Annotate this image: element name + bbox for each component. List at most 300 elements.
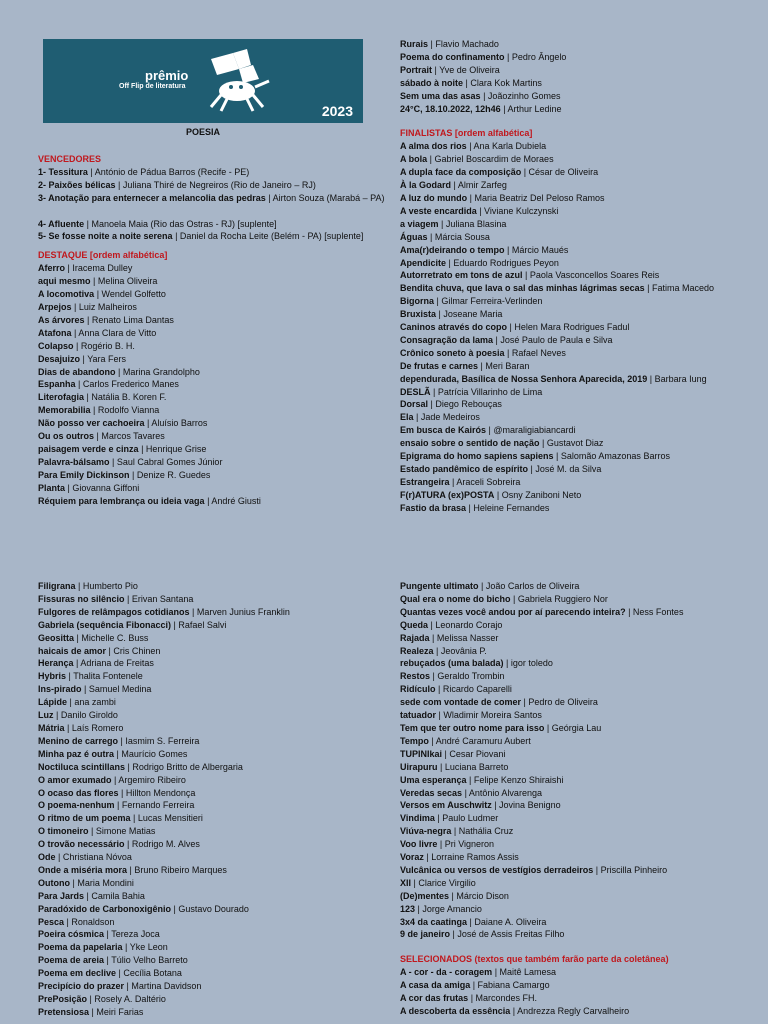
- crab-logo-icon: [203, 47, 273, 113]
- author-name: Clara Kok Martins: [470, 77, 542, 88]
- separator: |: [427, 154, 435, 165]
- author-name: Gustavo Dourado: [178, 903, 249, 914]
- separator: |: [73, 658, 81, 669]
- poem-title: Águas: [400, 231, 428, 242]
- separator: |: [124, 981, 132, 992]
- author-name: Salomão Amazonas Barros: [560, 451, 670, 462]
- poem-title: Crônico soneto à poesia: [400, 347, 505, 358]
- separator: |: [428, 399, 436, 410]
- author-name: Adriana de Freitas: [80, 658, 154, 669]
- separator: |: [449, 476, 457, 487]
- section-title-poesia: POESIA: [185, 127, 220, 137]
- separator: |: [625, 606, 633, 617]
- poem-title: Lápide: [38, 697, 68, 708]
- poem-title: O trovão necessário: [38, 839, 125, 850]
- separator: |: [478, 581, 486, 591]
- poem-title: Pretensiosa: [38, 1006, 90, 1017]
- entry-row: [38, 632, 368, 645]
- poem-title: 5- Se fosse noite a noite serena: [38, 231, 173, 242]
- poem-title: A cor das frutas: [400, 993, 469, 1004]
- separator: |: [433, 645, 441, 656]
- entry-row: [38, 179, 368, 192]
- separator: |: [647, 373, 655, 384]
- author-name: Andrezza Regly Carvalheiro: [517, 1006, 630, 1016]
- author-name: Gabriel Boscardim de Moraes: [434, 154, 554, 165]
- section-title-selecionados: SELECIONADOS (textos que também farão parte da coletânea): [400, 954, 669, 965]
- entry-row: [400, 787, 760, 800]
- entry-row: [38, 495, 368, 508]
- author-name: Rodrigo Britto de Albergaria: [132, 761, 243, 772]
- poem-title: O poema-nenhum: [38, 800, 115, 811]
- separator: |: [553, 451, 561, 462]
- poem-title: Estrangeira: [400, 476, 450, 487]
- poem-title: Outono: [38, 877, 70, 888]
- author-name: José Paulo de Paula e Silva: [500, 334, 613, 345]
- author-name: Luiz Malheiros: [78, 301, 137, 312]
- author-name: Aluísio Barros: [151, 418, 208, 429]
- author-name: Samuel Medina: [88, 684, 152, 695]
- entry-row: [38, 417, 368, 430]
- poem-title: Pesca: [38, 916, 65, 927]
- entry-row: [400, 373, 760, 386]
- poem-title: a viagem: [400, 218, 439, 229]
- poem-title: Herança: [38, 658, 74, 669]
- entry-row: [38, 580, 368, 593]
- separator: |: [84, 890, 92, 901]
- separator: |: [125, 761, 133, 772]
- separator: |: [71, 327, 79, 338]
- poem-title: Qual era o nome do bicho: [400, 593, 511, 604]
- entry-row: [400, 825, 760, 838]
- entry-row: [38, 838, 368, 851]
- author-name: Tereza Joca: [111, 929, 160, 940]
- entry-row: [400, 347, 760, 360]
- entry-row: [38, 353, 368, 366]
- entry-row: [400, 244, 760, 257]
- separator: |: [466, 502, 474, 513]
- entry-row: [400, 51, 760, 64]
- entry-row: [38, 735, 368, 748]
- poem-title: Poema de areia: [38, 955, 105, 966]
- poem-title: Voraz: [400, 852, 424, 863]
- separator: |: [73, 340, 81, 351]
- poem-title: 24°C, 18.10.2022, 12h46: [400, 103, 501, 114]
- author-name: Melissa Nasser: [436, 632, 499, 643]
- author-name: Gabriela Ruggiero Nor: [517, 593, 608, 604]
- poem-title: Pungente ultimato: [400, 581, 479, 591]
- separator: |: [449, 890, 457, 901]
- poem-title: Noctiluca scintillans: [38, 761, 126, 772]
- separator: |: [118, 787, 126, 798]
- separator: |: [172, 231, 180, 242]
- poem-title: Minha paz é outra: [38, 748, 115, 759]
- poem-title: Réquiem para lembrança ou ideia vaga: [38, 495, 205, 506]
- author-name: Bruno Ribeiro Marques: [134, 864, 227, 875]
- author-name: Melina Oliveira: [97, 276, 158, 287]
- author-name: Joseane Maria: [443, 309, 503, 320]
- author-name: Rosely A. Daltério: [94, 994, 166, 1004]
- poem-title: À la Godard: [400, 180, 452, 191]
- separator: |: [411, 877, 419, 888]
- poem-title: Sem uma das asas: [400, 90, 481, 101]
- separator: |: [88, 826, 96, 837]
- author-name: Iracema Dulley: [72, 263, 133, 274]
- author-name: Lorraine Ramos Assis: [431, 852, 519, 863]
- poem-title: Fissuras no silêncio: [38, 593, 125, 604]
- entry-row: [400, 282, 760, 295]
- separator: |: [522, 270, 530, 281]
- entry-row: [38, 366, 368, 379]
- entry-row: [400, 153, 760, 166]
- poem-title: 3- Anotação para enternecer a melancolia das pedras: [38, 192, 266, 203]
- author-name: Felipe Kenzo Shiraishi: [473, 774, 564, 785]
- poem-title: Memorabilia: [38, 405, 91, 416]
- poem-title: XII: [400, 877, 412, 888]
- author-name: Meiri Farias: [96, 1006, 144, 1017]
- entry-row: [38, 593, 368, 606]
- entry-row: [38, 709, 368, 722]
- author-name: Rafael Salvi: [178, 619, 227, 630]
- separator: |: [432, 64, 440, 75]
- entry-row: [400, 761, 760, 774]
- entry-row: [400, 748, 760, 761]
- separator: |: [415, 903, 423, 914]
- separator: |: [510, 593, 518, 604]
- poem-title: Apendicite: [400, 257, 447, 268]
- entry-row: [400, 192, 760, 205]
- entry-row: [400, 103, 760, 116]
- separator: |: [539, 438, 547, 449]
- poem-title: (De)mentes: [400, 890, 450, 901]
- author-name: Carlos Frederico Manes: [82, 379, 179, 390]
- poem-title: Tem que ter outro nome para isso: [400, 722, 545, 733]
- entry-row: [400, 166, 760, 179]
- poem-title: Não posso ver cachoeira: [38, 418, 145, 429]
- poem-title: A alma dos rios: [400, 141, 467, 152]
- author-name: Denize R. Guedes: [136, 469, 211, 480]
- author-name: Diego Rebouças: [435, 399, 502, 410]
- poem-title: Ela: [400, 412, 414, 423]
- author-name: Barbara Iung: [654, 373, 707, 384]
- entry-row: [400, 64, 760, 77]
- entry-row: [38, 748, 368, 761]
- separator: |: [114, 748, 122, 759]
- author-name: Nathália Cruz: [458, 826, 514, 837]
- poem-title: A luz do mundo: [400, 192, 468, 203]
- author-name: Meri Baran: [485, 360, 530, 371]
- author-name: @maraligiabiancardi: [493, 425, 576, 436]
- entry-row: [38, 456, 368, 469]
- author-name: Antônio Alvarenga: [468, 787, 542, 798]
- banner-word-premio: prêmio: [145, 68, 189, 83]
- poem-title: Estado pandêmico de espírito: [400, 464, 529, 474]
- separator: |: [171, 903, 179, 914]
- poem-title: De frutas e carnes: [400, 360, 479, 371]
- separator: |: [115, 179, 123, 190]
- column-left-top: [38, 126, 385, 507]
- poem-title: Queda: [400, 619, 429, 630]
- entry-row: [400, 231, 760, 244]
- entry-row: [38, 774, 368, 787]
- entry-row: [38, 288, 368, 301]
- author-name: Manoela Maia (Rio das Ostras - RJ) [suplente]: [91, 218, 277, 229]
- separator: |: [106, 645, 114, 656]
- author-name: Luciana Barreto: [444, 761, 509, 772]
- poem-title: Bendita chuva, que lava o sal das minhas lágrimas secas: [400, 283, 645, 294]
- entry-row: [38, 469, 368, 482]
- separator: |: [427, 231, 435, 242]
- author-name: Thalita Fontenele: [73, 671, 143, 682]
- entry-row: [400, 437, 760, 450]
- separator: |: [521, 167, 529, 178]
- poem-title: Para Emily Dickinson: [38, 469, 130, 480]
- entry-row: [400, 619, 760, 632]
- entry-row: [38, 787, 368, 800]
- entry-row: [400, 77, 760, 90]
- entry-row: [400, 218, 760, 231]
- separator: |: [491, 800, 500, 811]
- separator: |: [124, 839, 132, 850]
- separator: |: [507, 322, 515, 333]
- separator: |: [436, 309, 444, 320]
- separator: |: [504, 244, 512, 255]
- separator: |: [115, 366, 123, 377]
- poem-title: DESLÃ: [400, 386, 431, 397]
- entry-row: [38, 890, 368, 903]
- entry-row: [400, 269, 760, 282]
- separator: |: [130, 813, 138, 824]
- author-name: Gilmar Ferreira-Verlinden: [441, 296, 543, 307]
- entry-row: [400, 696, 760, 709]
- author-name: José de Assis Freitas Filho: [457, 929, 565, 940]
- separator: |: [116, 968, 124, 979]
- entry-row: [38, 722, 368, 735]
- poem-title: Desajuizo: [38, 353, 81, 364]
- author-name: Marcos Tavares: [101, 431, 165, 442]
- poem-title: 3x4 da caatinga: [400, 916, 468, 927]
- separator: |: [434, 813, 443, 824]
- author-name: Yke Leon: [129, 942, 168, 953]
- author-name: Camila Bahia: [91, 890, 145, 901]
- poem-title: Onde a miséria mora: [38, 864, 128, 875]
- banner-year: 2023: [321, 103, 353, 119]
- poem-title: O ocaso das flores: [38, 787, 119, 798]
- poem-title: As árvores: [38, 314, 85, 325]
- author-name: Henrique Grise: [145, 443, 207, 454]
- award-banner: [43, 39, 363, 123]
- poem-title: 123: [400, 903, 416, 914]
- poem-title: Vindima: [400, 813, 435, 824]
- entry-row: [38, 993, 368, 1006]
- section-title-finalistas: FINALISTAS [ordem alfabética]: [400, 128, 533, 139]
- author-name: Osny Zaniboni Neto: [501, 489, 582, 500]
- selecionados-list: [400, 966, 760, 1018]
- poem-title: Rurais: [400, 39, 429, 49]
- author-name: Saul Cabral Gomes Júnior: [116, 456, 223, 467]
- entry-row: [38, 430, 368, 443]
- poem-title: Menino de carrego: [38, 735, 119, 746]
- entry-row: [400, 657, 760, 670]
- entry-row: [400, 308, 760, 321]
- author-name: Ronaldson: [71, 916, 115, 927]
- poem-title: Literofagia: [38, 392, 85, 403]
- entry-row: [400, 979, 760, 992]
- poem-title: tatuador: [400, 710, 436, 721]
- finalistas-list-b: [38, 580, 368, 1019]
- separator: |: [450, 929, 458, 940]
- author-name: Márcia Sousa: [434, 231, 490, 242]
- author-name: Maurício Gomes: [121, 748, 188, 759]
- entry-row: [38, 482, 368, 495]
- author-name: Márcio Dison: [456, 890, 509, 901]
- author-name: Araceli Sobreira: [456, 476, 521, 487]
- separator: |: [504, 347, 512, 358]
- author-name: Jovina Benigno: [499, 800, 561, 811]
- entry-row: [38, 851, 368, 864]
- finalists-continued-list: [400, 38, 760, 115]
- author-name: Geórgia Lau: [551, 722, 602, 733]
- poem-title: Aferro: [38, 263, 66, 274]
- poem-title: sábado à noite: [400, 77, 464, 88]
- separator: |: [429, 632, 437, 643]
- poem-title: O ritmo de um poema: [38, 813, 131, 824]
- poem-title: paisagem verde e cinza: [38, 443, 139, 454]
- poem-title: 4- Afluente: [38, 218, 85, 229]
- entry-row: [38, 670, 368, 683]
- vencedores-list: [38, 166, 385, 205]
- author-name: Cris Chinen: [113, 645, 161, 656]
- poem-title: 9 de janeiro: [400, 929, 451, 940]
- author-name: Yve de Oliveira: [439, 64, 500, 75]
- separator: |: [544, 722, 552, 733]
- separator: |: [74, 632, 82, 643]
- entry-row: [400, 722, 760, 735]
- separator: |: [644, 283, 652, 294]
- author-name: Márcio Maués: [511, 244, 569, 255]
- author-name: Helen Mara Rodrigues Fadul: [514, 322, 630, 333]
- separator: |: [430, 671, 438, 682]
- entry-row: [400, 398, 760, 411]
- author-name: Pedro de Oliveira: [528, 697, 598, 708]
- poem-title: Para Jards: [38, 890, 85, 901]
- separator: |: [463, 77, 471, 88]
- author-name: Ness Fontes: [632, 606, 684, 617]
- separator: |: [127, 864, 135, 875]
- separator: |: [494, 489, 502, 500]
- separator: |: [122, 942, 130, 953]
- author-name: Rodrigo M. Alves: [131, 839, 200, 850]
- separator: |: [80, 353, 88, 364]
- author-name: Fernando Ferreira: [121, 800, 195, 811]
- poem-title: Poema da papelaria: [38, 942, 123, 953]
- entry-row: [38, 683, 368, 696]
- poem-title: 2- Paixões bélicas: [38, 179, 116, 190]
- separator: |: [75, 581, 83, 591]
- poem-title: Dias de abandono: [38, 366, 116, 377]
- separator: |: [478, 360, 486, 371]
- separator: |: [67, 697, 75, 708]
- separator: |: [94, 289, 102, 300]
- entry-row: [400, 632, 760, 645]
- entry-row: [400, 916, 760, 929]
- author-name: Rogério B. H.: [80, 340, 135, 351]
- poem-title: Mátria: [38, 722, 65, 733]
- poem-title: Vulcânica ou versos de vestígios derradeiros: [400, 864, 594, 875]
- author-name: igor toledo: [510, 658, 553, 669]
- entry-row: [400, 683, 760, 696]
- entry-row: [38, 166, 368, 179]
- separator: |: [428, 735, 436, 746]
- poem-title: A descoberta da essência: [400, 1006, 511, 1016]
- separator: |: [109, 456, 117, 467]
- poem-title: Poema em declive: [38, 968, 117, 979]
- separator: |: [423, 852, 432, 863]
- poem-title: Hybris: [38, 671, 67, 682]
- entry-row: [38, 192, 385, 205]
- author-name: Juliana Thiré de Negreiros (Rio de Janeiro – RJ): [122, 179, 316, 190]
- poem-title: Consagração da lama: [400, 334, 494, 345]
- author-name: Erivan Santana: [131, 593, 194, 604]
- poem-title: Viúva-negra: [400, 826, 452, 837]
- column-right-top: [400, 38, 760, 515]
- author-name: Natália B. Koren F.: [91, 392, 167, 403]
- author-name: Jade Medeiros: [420, 412, 480, 423]
- author-name: Danilo Giroldo: [60, 710, 118, 721]
- separator: |: [467, 916, 475, 927]
- separator: |: [466, 774, 474, 785]
- entry-row: [400, 502, 760, 515]
- separator: |: [437, 839, 445, 850]
- author-name: Michelle C. Buss: [81, 632, 149, 643]
- author-name: Yara Fers: [87, 353, 127, 364]
- author-name: Túlio Velho Barreto: [111, 955, 188, 966]
- separator: |: [64, 722, 72, 733]
- poem-title: Dorsal: [400, 399, 429, 410]
- entry-row: [400, 90, 760, 103]
- entry-row: [38, 218, 368, 231]
- author-name: Laís Romero: [71, 722, 124, 733]
- poem-title: Epigrama do homo sapiens sapiens: [400, 451, 554, 462]
- separator: |: [466, 141, 474, 152]
- separator: |: [55, 852, 63, 863]
- separator: |: [104, 955, 112, 966]
- entry-row: [400, 851, 760, 864]
- author-name: Jeovânia P.: [440, 645, 487, 656]
- separator: |: [138, 443, 146, 454]
- separator: |: [593, 864, 601, 875]
- author-name: Christiana Nóvoa: [62, 852, 132, 863]
- entry-row: [400, 476, 760, 489]
- poem-title: Quantas vezes você andou por aí parecendo inteira?: [400, 606, 626, 617]
- section-title-destaque: DESTAQUE [ordem alfabética]: [38, 250, 168, 261]
- author-name: Gustavot Diaz: [546, 438, 604, 449]
- poem-title: O amor exumado: [38, 774, 112, 785]
- separator: |: [114, 800, 122, 811]
- poem-title: Palavra-bálsamo: [38, 456, 110, 467]
- poem-title: Caninos através do copo: [400, 322, 508, 333]
- entry-row: [400, 580, 760, 593]
- poem-title: Fastio da brasa: [400, 502, 467, 513]
- poem-title: Tempo: [400, 735, 429, 746]
- separator: |: [87, 166, 95, 177]
- author-name: Rodolfo Vianna: [97, 405, 160, 416]
- author-name: André Caramuru Aubert: [435, 735, 531, 746]
- poem-title: Planta: [38, 482, 66, 493]
- separator: |: [492, 967, 500, 978]
- poem-title: Portrait: [400, 64, 433, 75]
- entry-row: [38, 606, 368, 619]
- entry-row: [38, 301, 368, 314]
